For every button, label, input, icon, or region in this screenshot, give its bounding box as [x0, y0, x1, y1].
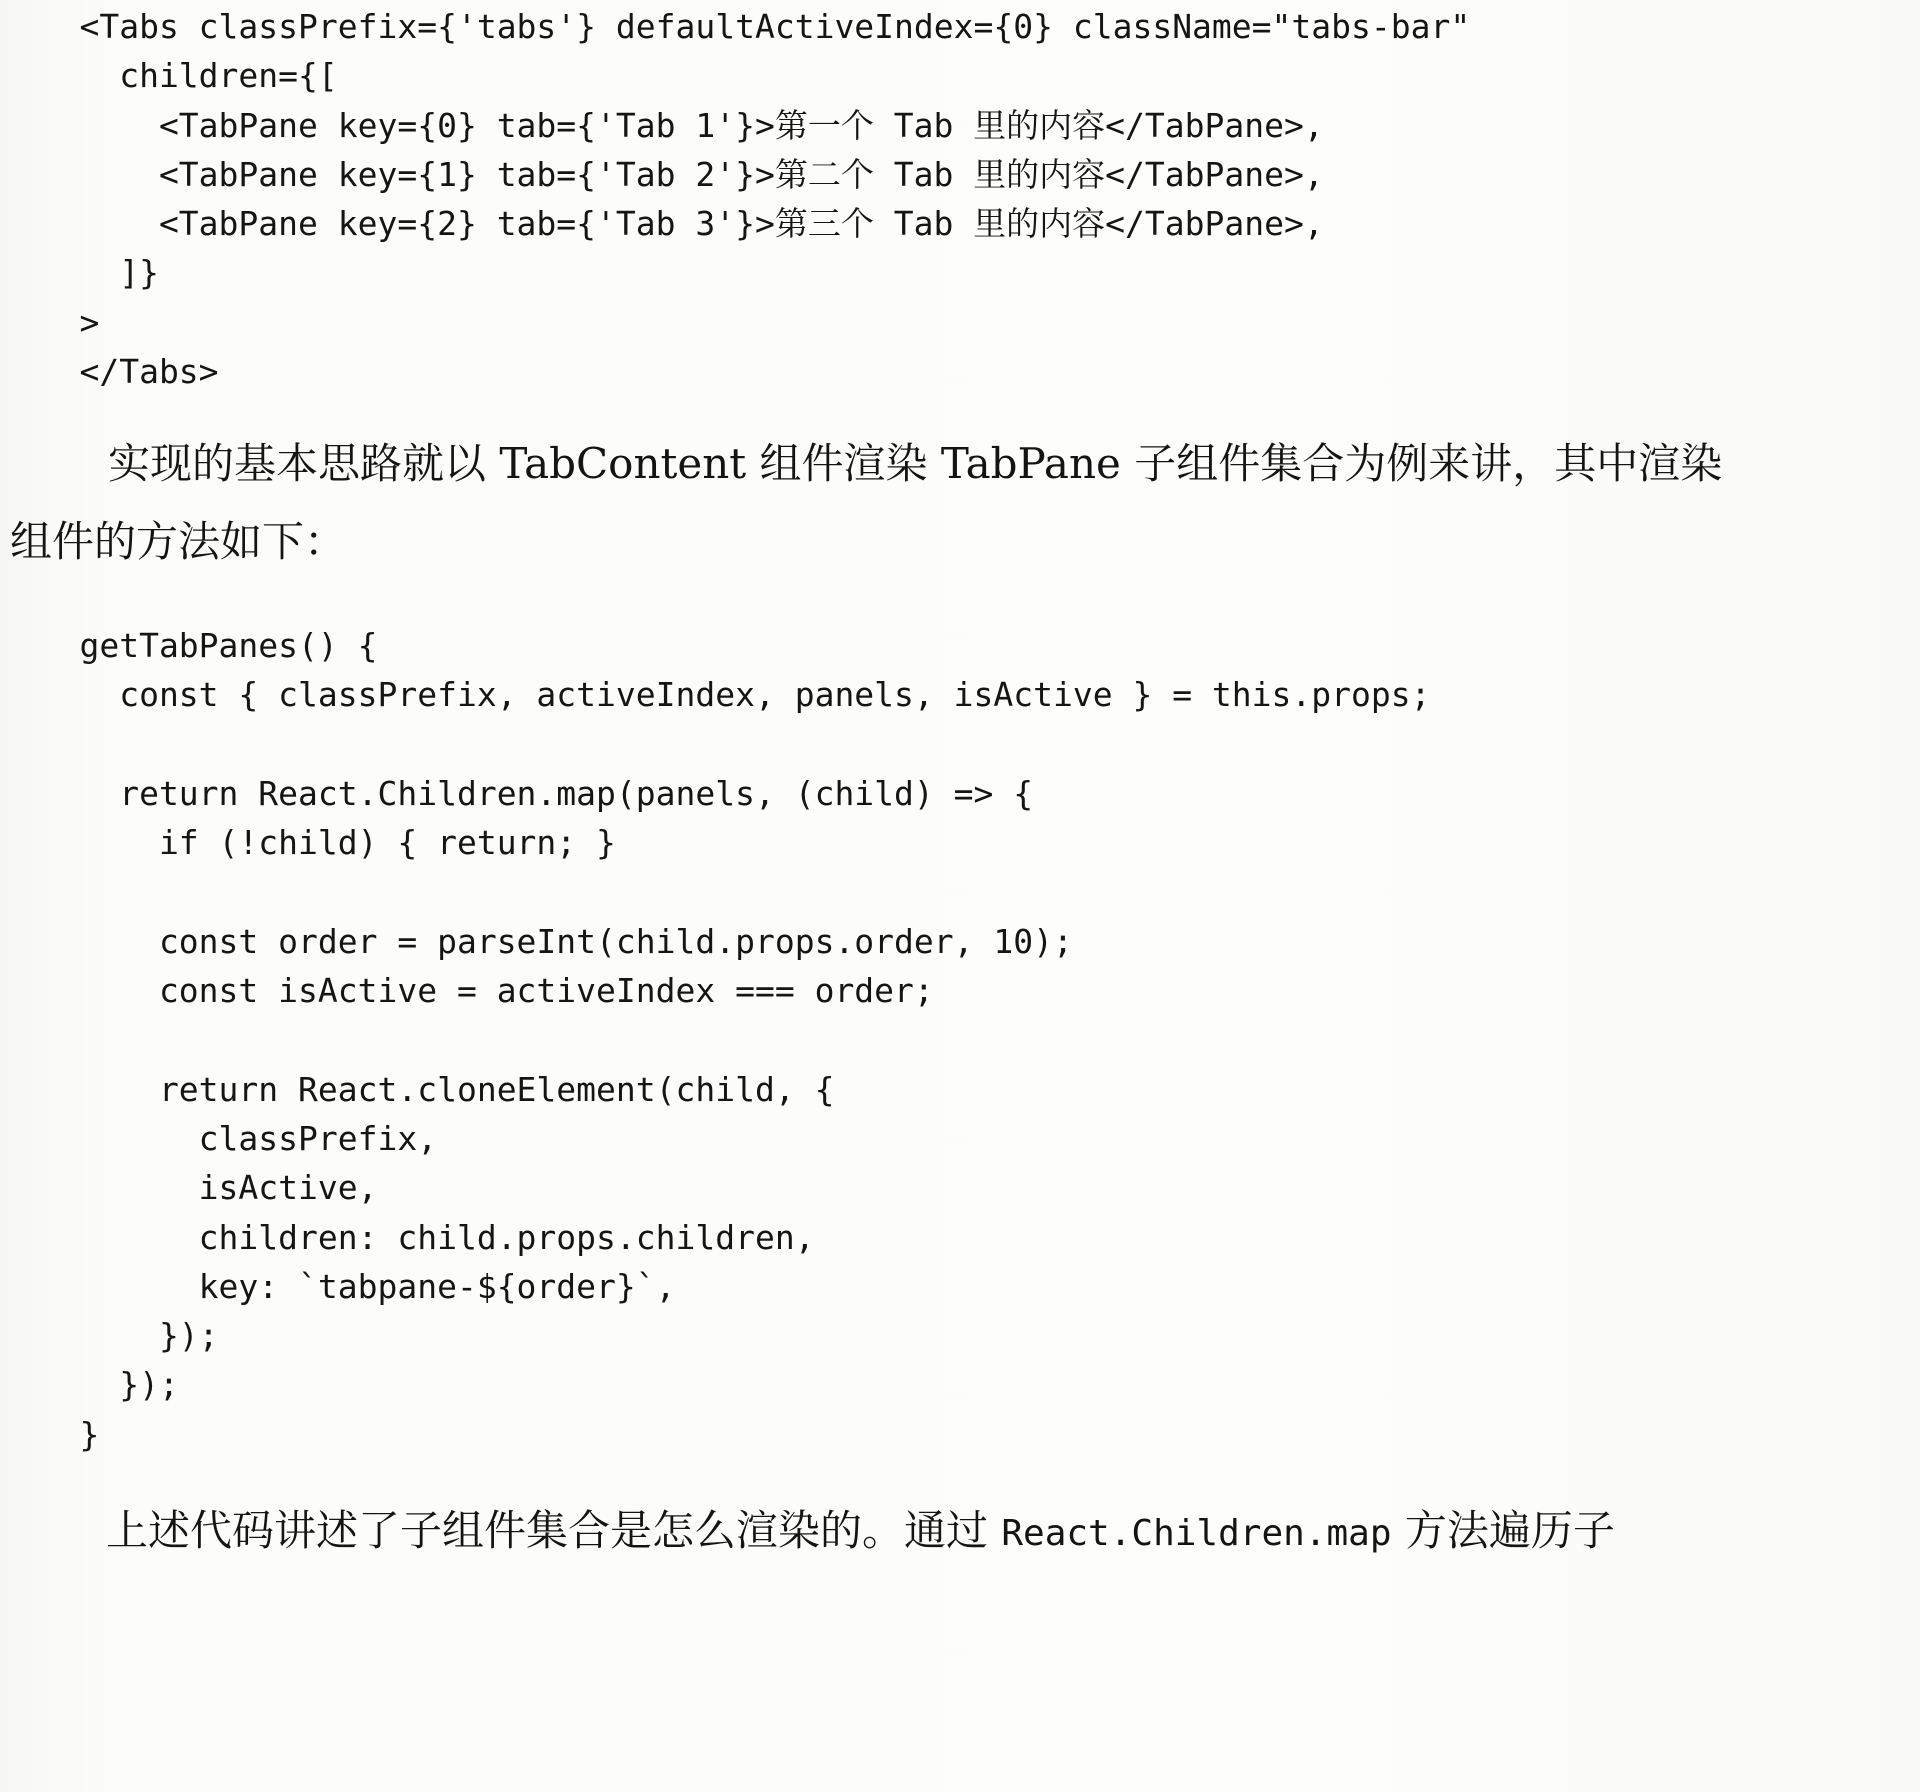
paragraph-explanation-text-after: 方法遍历子: [1391, 1506, 1615, 1555]
code-block-tabs-usage: [0, 2, 1920, 396]
inline-code-react-children-map: React.Children.map: [1001, 1513, 1392, 1554]
code-line: const order = parseInt(child.props.order, 10);: [0, 921, 1073, 961]
code-line: children: child.props.children,: [0, 1217, 815, 1257]
code-line: const isActive = activeIndex === order;: [0, 971, 934, 1011]
code-line: <TabPane key={1} tab={'Tab 2'}>第二个 Tab 里的内容</TabPane>,: [0, 154, 1324, 194]
code-line: <TabPane key={2} tab={'Tab 3'}>第三个 Tab 里的内容</TabPane>,: [0, 204, 1324, 244]
paragraph-explanation-text-before: 上述代码讲述了子组件集合是怎么渲染的。通过: [106, 1506, 1002, 1555]
code-line: if (!child) { return; }: [0, 823, 616, 863]
code-line: [0, 720, 1920, 769]
code-line: </Tabs>: [0, 352, 219, 392]
code-line: });: [0, 1365, 179, 1405]
code-line: classPrefix,: [0, 1118, 438, 1158]
code-line: getTabPanes() {: [0, 626, 378, 665]
code-line: [0, 1015, 1920, 1064]
code-line: >: [0, 302, 100, 342]
code-line: children={[: [0, 56, 338, 96]
code-line: });: [0, 1316, 219, 1356]
paragraph-intro-line-1: 实现的基本思路就以 TabContent 组件渲染 TabPane 子组件集合为例来讲，其中渲染: [108, 439, 1723, 488]
code-line: ]}: [0, 253, 159, 293]
code-line: return React.Children.map(panels, (child) => {: [0, 773, 1034, 813]
paragraph-explanation: [106, 1506, 1615, 1555]
code-line: return React.cloneElement(child, {: [0, 1069, 835, 1109]
paragraph-intro-line-2: 组件的方法如下：: [10, 517, 347, 566]
code-line: const { classPrefix, activeIndex, panels, isActive } = this.props;: [0, 675, 1431, 715]
code-line: <TabPane key={0} tab={'Tab 1'}>第一个 Tab 里的内容</TabPane>,: [0, 105, 1324, 145]
code-line: <Tabs classPrefix={'tabs'} defaultActiveIndex={0} className="tabs-bar": [0, 7, 1471, 46]
code-block-get-tab-panes: [0, 621, 1920, 1459]
code-line: isActive,: [0, 1168, 378, 1208]
code-line: key: `tabpane-${order}`,: [0, 1266, 676, 1306]
code-line: [0, 867, 1920, 916]
code-line: }: [0, 1414, 100, 1454]
